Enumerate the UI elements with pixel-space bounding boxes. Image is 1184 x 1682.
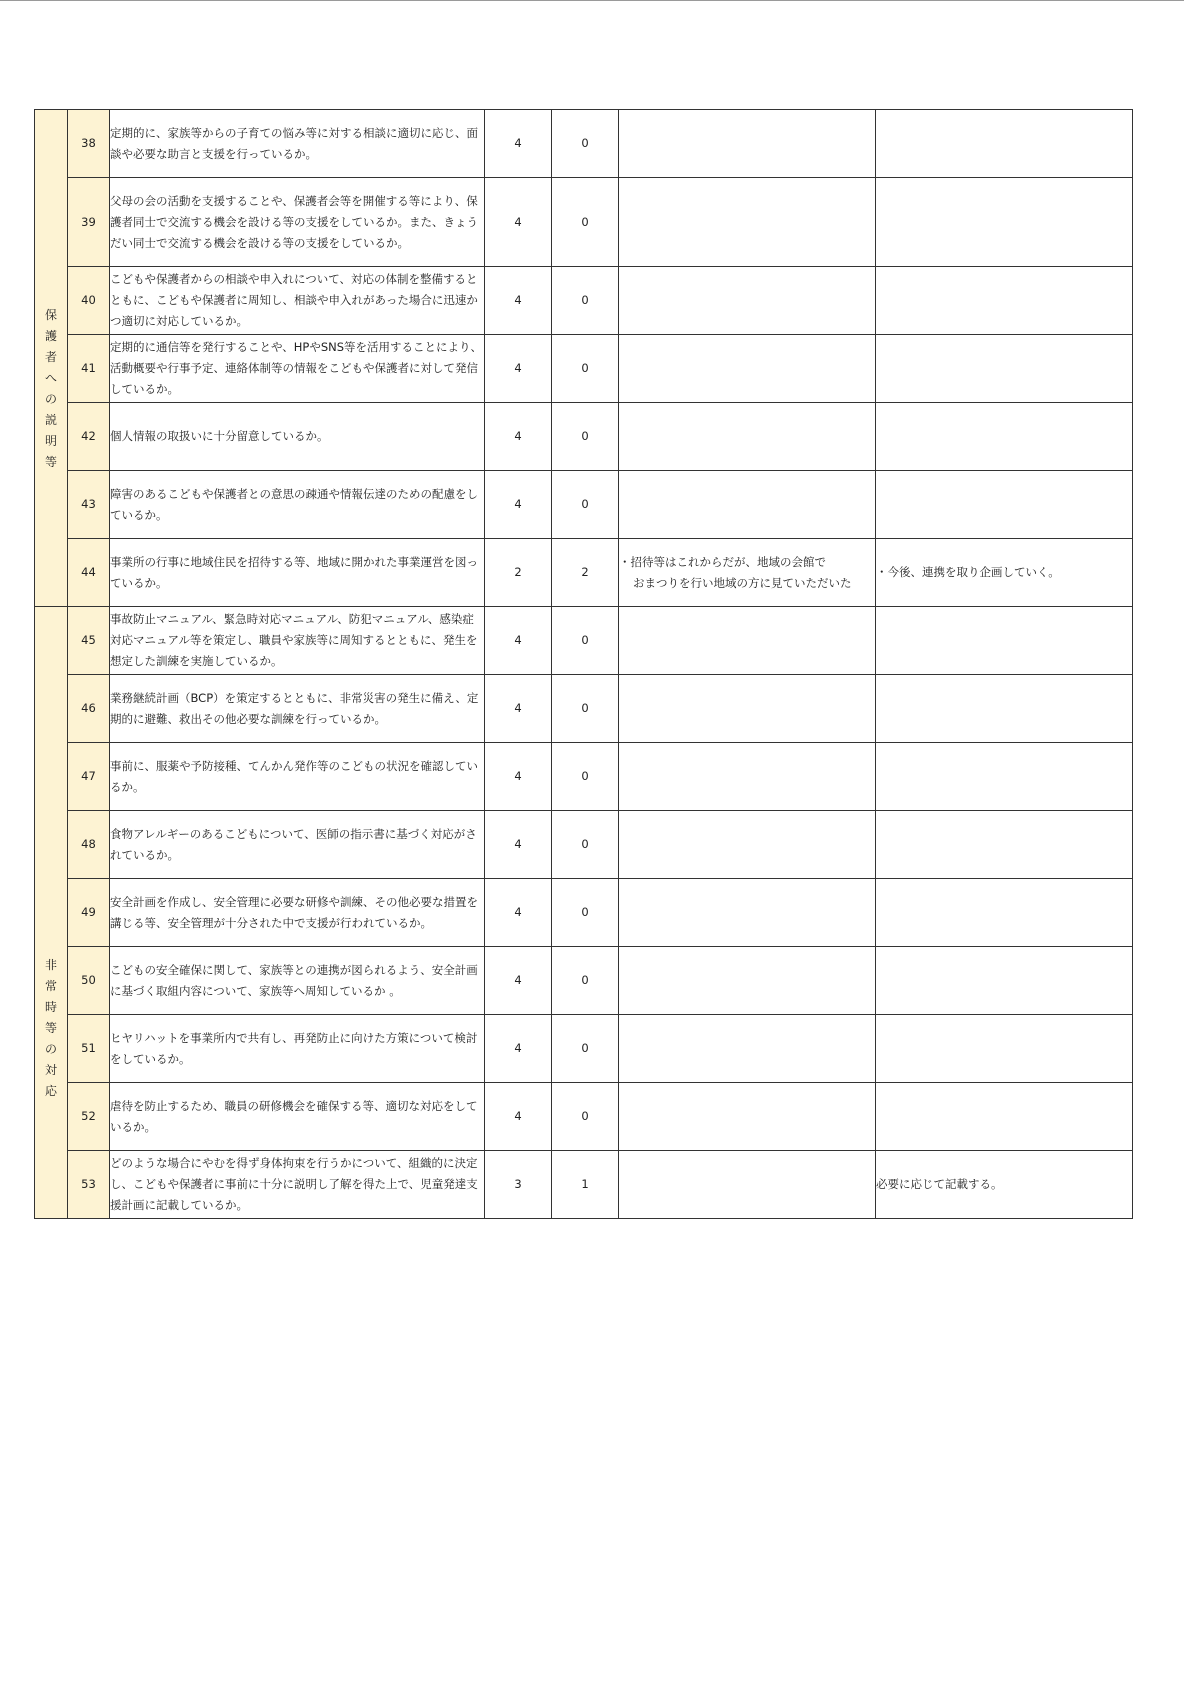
row-number: 47 [68, 743, 110, 811]
note-cell-2 [876, 267, 1133, 335]
note-cell-2 [876, 471, 1133, 539]
question-text: 事故防止マニュアル、緊急時対応マニュアル、防犯マニュアル、感染症対応マニュアル等を策定し、職員や家族等に周知するとともに、発生を想定した訓練を実施しているか。 [110, 607, 485, 675]
no-count: 0 [552, 947, 619, 1015]
no-count: 0 [552, 471, 619, 539]
yes-count: 4 [485, 1083, 552, 1151]
note-cell-1 [619, 178, 876, 267]
no-count: 0 [552, 178, 619, 267]
question-text: こどもの安全確保に関して、家族等との連携が図られるよう、安全計画に基づく取組内容について、家族等へ周知しているか 。 [110, 947, 485, 1015]
row-number: 42 [68, 403, 110, 471]
table-row [35, 743, 1133, 811]
category-cell-hogosha [35, 110, 68, 607]
yes-count: 4 [485, 335, 552, 403]
yes-count: 2 [485, 539, 552, 607]
yes-count: 4 [485, 110, 552, 178]
table-row [35, 110, 1133, 178]
note-cell-2 [876, 178, 1133, 267]
note-cell-1 [619, 1083, 876, 1151]
table-row [35, 811, 1133, 879]
table-row [35, 675, 1133, 743]
table-row [35, 178, 1133, 267]
row-number: 45 [68, 607, 110, 675]
table-row [35, 1151, 1133, 1219]
no-count: 0 [552, 743, 619, 811]
question-text: 個人情報の取扱いに十分留意しているか。 [110, 403, 485, 471]
category-cell-hijoji [35, 607, 68, 1219]
no-count: 0 [552, 1083, 619, 1151]
note-cell-2 [876, 675, 1133, 743]
row-number: 41 [68, 335, 110, 403]
row-number: 48 [68, 811, 110, 879]
note-cell-1 [619, 539, 876, 607]
question-text: 定期的に、家族等からの子育ての悩み等に対する相談に適切に応じ、面談や必要な助言と支援を行っているか。 [110, 110, 485, 178]
table-row [35, 403, 1133, 471]
note-cell-1 [619, 267, 876, 335]
note-cell-1 [619, 607, 876, 675]
note-cell-2 [876, 335, 1133, 403]
note-cell-1 [619, 1015, 876, 1083]
question-text: どのような場合にやむを得ず身体拘束を行うかについて、組織的に決定し、こどもや保護者に事前に十分に説明し了解を得た上で、児童発達支援計画に記載しているか。 [110, 1151, 485, 1219]
question-text: 父母の会の活動を支援することや、保護者会等を開催する等により、保護者同士で交流する機会を設ける等の支援をしているか。また、きょうだい同士で交流する機会を設ける等の支援をしているか。 [110, 178, 485, 267]
note-cell-2 [876, 743, 1133, 811]
table-row [35, 267, 1133, 335]
row-number: 39 [68, 178, 110, 267]
yes-count: 4 [485, 607, 552, 675]
row-number: 50 [68, 947, 110, 1015]
no-count: 0 [552, 110, 619, 178]
table-row [35, 1015, 1133, 1083]
row-number: 52 [68, 1083, 110, 1151]
no-count: 2 [552, 539, 619, 607]
question-text: 食物アレルギーのあるこどもについて、医師の指示書に基づく対応がされているか。 [110, 811, 485, 879]
category-label: 保護者への説明等 [44, 308, 57, 469]
table-row [35, 471, 1133, 539]
note-cell-2 [876, 403, 1133, 471]
question-text: こどもや保護者からの相談や申入れについて、対応の体制を整備するとともに、こどもや保護者に周知し、相談や申入れがあった場合に迅速かつ適切に対応しているか。 [110, 267, 485, 335]
page-top-border [0, 0, 1184, 1]
yes-count: 4 [485, 1015, 552, 1083]
table-row [35, 335, 1133, 403]
yes-count: 3 [485, 1151, 552, 1219]
question-text: ヒヤリハットを事業所内で共有し、再発防止に向けた方策について検討をしているか。 [110, 1015, 485, 1083]
note-cell-1 [619, 675, 876, 743]
table-row [35, 539, 1133, 607]
table-row [35, 607, 1133, 675]
question-text: 事前に、服薬や予防接種、てんかん発作等のこどもの状況を確認しているか。 [110, 743, 485, 811]
yes-count: 4 [485, 947, 552, 1015]
row-number: 53 [68, 1151, 110, 1219]
no-count: 0 [552, 607, 619, 675]
row-number: 51 [68, 1015, 110, 1083]
no-count: 0 [552, 335, 619, 403]
note-cell-2 [876, 110, 1133, 178]
yes-count: 4 [485, 178, 552, 267]
row-number: 43 [68, 471, 110, 539]
no-count: 1 [552, 1151, 619, 1219]
note-cell-1 [619, 947, 876, 1015]
yes-count: 4 [485, 743, 552, 811]
no-count: 0 [552, 403, 619, 471]
table-row [35, 879, 1133, 947]
table-row [35, 1083, 1133, 1151]
question-text: 事業所の行事に地域住民を招待する等、地域に開かれた事業運営を図っているか。 [110, 539, 485, 607]
note-cell-1 [619, 1151, 876, 1219]
yes-count: 4 [485, 471, 552, 539]
note-cell-1 [619, 403, 876, 471]
note-cell-2: ・今後、連携を取り企画していく。 [876, 539, 1133, 607]
note-cell-1 [619, 471, 876, 539]
question-text: 業務継続計画（BCP）を策定するとともに、非常災害の発生に備え、定期的に避難、救出その他必要な訓練を行っているか。 [110, 675, 485, 743]
no-count: 0 [552, 879, 619, 947]
yes-count: 4 [485, 267, 552, 335]
table-row [35, 947, 1133, 1015]
no-count: 0 [552, 267, 619, 335]
question-text: 障害のあるこどもや保護者との意思の疎通や情報伝達のための配慮をしているか。 [110, 471, 485, 539]
note-cell-2 [876, 1083, 1133, 1151]
row-number: 46 [68, 675, 110, 743]
yes-count: 4 [485, 879, 552, 947]
note-cell-2: 必要に応じて記載する。 [876, 1151, 1133, 1219]
note-cell-2 [876, 1015, 1133, 1083]
yes-count: 4 [485, 675, 552, 743]
yes-count: 4 [485, 811, 552, 879]
note-cell-1 [619, 743, 876, 811]
no-count: 0 [552, 1015, 619, 1083]
note-cell-2 [876, 947, 1133, 1015]
note-line: おまつりを行い地域の方に見ていただいた [633, 575, 852, 590]
note-cell-1 [619, 110, 876, 178]
note-cell-2 [876, 879, 1133, 947]
note-cell-2 [876, 811, 1133, 879]
row-number: 40 [68, 267, 110, 335]
note-cell-1 [619, 879, 876, 947]
question-text: 安全計画を作成し、安全管理に必要な研修や訓練、その他必要な措置を講じる等、安全管理が十分された中で支援が行われているか。 [110, 879, 485, 947]
note-cell-2 [876, 607, 1133, 675]
row-number: 38 [68, 110, 110, 178]
no-count: 0 [552, 675, 619, 743]
note-line: ・招待等はこれからだが、地域の会館で [619, 554, 826, 569]
row-number: 44 [68, 539, 110, 607]
question-text: 定期的に通信等を発行することや、HPやSNS等を活用することにより、活動概要や行事予定、連絡体制等の情報をこどもや保護者に対して発信しているか。 [110, 335, 485, 403]
note-cell-1 [619, 811, 876, 879]
row-number: 49 [68, 879, 110, 947]
evaluation-table [34, 109, 1133, 1219]
no-count: 0 [552, 811, 619, 879]
question-text: 虐待を防止するため、職員の研修機会を確保する等、適切な対応をしているか。 [110, 1083, 485, 1151]
note-cell-1 [619, 335, 876, 403]
category-label: 非常時等の対応 [44, 958, 57, 1098]
yes-count: 4 [485, 403, 552, 471]
